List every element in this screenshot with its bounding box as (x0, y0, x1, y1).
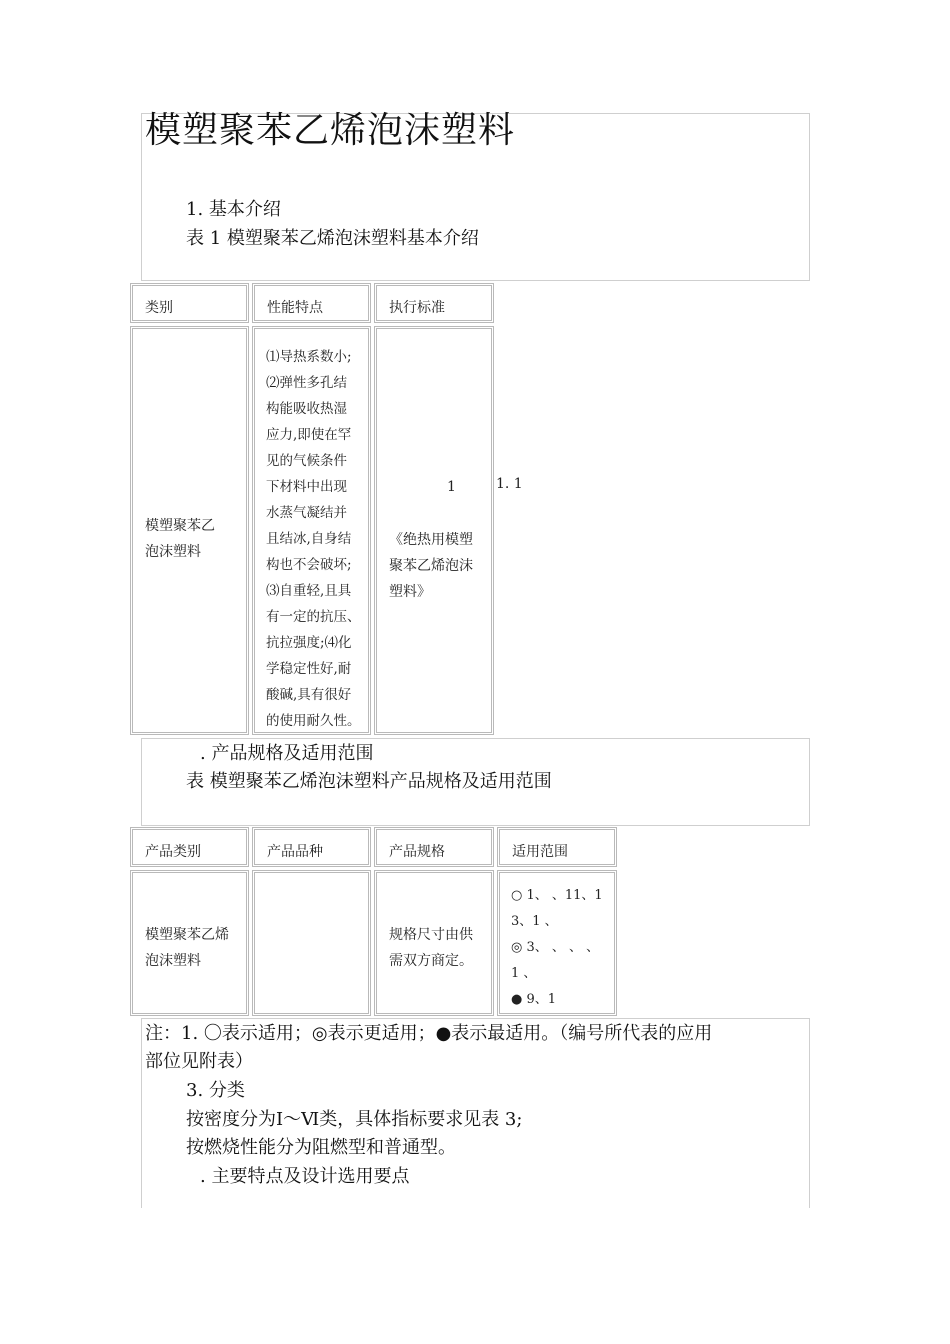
note-line-1: 注：1. 〇表示适用；◎表示更适用；●表示最适用。（编号所代表的应用 (145, 1023, 713, 1044)
note-line-2: 部位见附表） (145, 1051, 253, 1072)
table-cell-standard: 1 《绝热用模塑 聚苯乙烯泡沫 塑料》 (374, 326, 494, 735)
section3-line-2: 按燃烧性能分为阻燃型和普通型。 (186, 1137, 456, 1158)
table-header-cell: 类别 (130, 283, 249, 323)
section3-line-1: 按密度分为Ⅰ～Ⅵ类，具体指标要求见表 3; (186, 1109, 523, 1130)
table-cell-category: 模塑聚苯乙烯 泡沫塑料 (130, 870, 249, 1016)
table-cell-category: 模塑聚苯乙 泡沫塑料 (130, 326, 249, 735)
standard-number: 1 (447, 479, 456, 495)
table-header-cell: 适用范围 (497, 827, 617, 867)
table-header-cell: 性能特点 (252, 283, 371, 323)
section-heading-2: . 产品规格及适用范围 (200, 743, 374, 764)
section-heading-1: 1. 基本介绍 (186, 199, 281, 220)
table-caption-1: 表 1 模塑聚苯乙烯泡沫塑料基本介绍 (186, 228, 479, 249)
table-caption-2: 表 模塑聚苯乙烯泡沫塑料产品规格及适用范围 (186, 771, 552, 792)
table-header-cell: 产品类别 (130, 827, 249, 867)
table-header-cell: 执行标准 (374, 283, 494, 323)
table-outside-note: 1. 1 (496, 476, 523, 492)
table-cell-spec: 规格尺寸由供 需双方商定。 (374, 870, 494, 1016)
table-header-cell: 产品品种 (252, 827, 371, 867)
table-cell-features: ⑴导热系数小; ⑵弹性多孔结 构能吸收热湿 应力,即使在罕 见的气候条件 下材料中出现 水蒸气凝结并 且结冰,自身结 构也不会破坏; ⑶自重轻,且具 有一定的抗压、 抗拉强度;⑷化 学稳定性好,耐 酸碱,具有很好 的使用耐久性。 (252, 326, 371, 735)
section-heading-3: 3. 分类 (186, 1080, 245, 1101)
page-title: 模塑聚苯乙烯泡沫塑料 (145, 110, 516, 151)
table-cell-variety (252, 870, 371, 1016)
table-cell-scope: ○ 1、 、11、1 3、1 、 ◎ 3、 、 、 、 1 、 ● 9、1 (497, 870, 617, 1016)
table-header-cell: 产品规格 (374, 827, 494, 867)
section-heading-4: . 主要特点及设计选用要点 (200, 1166, 410, 1187)
